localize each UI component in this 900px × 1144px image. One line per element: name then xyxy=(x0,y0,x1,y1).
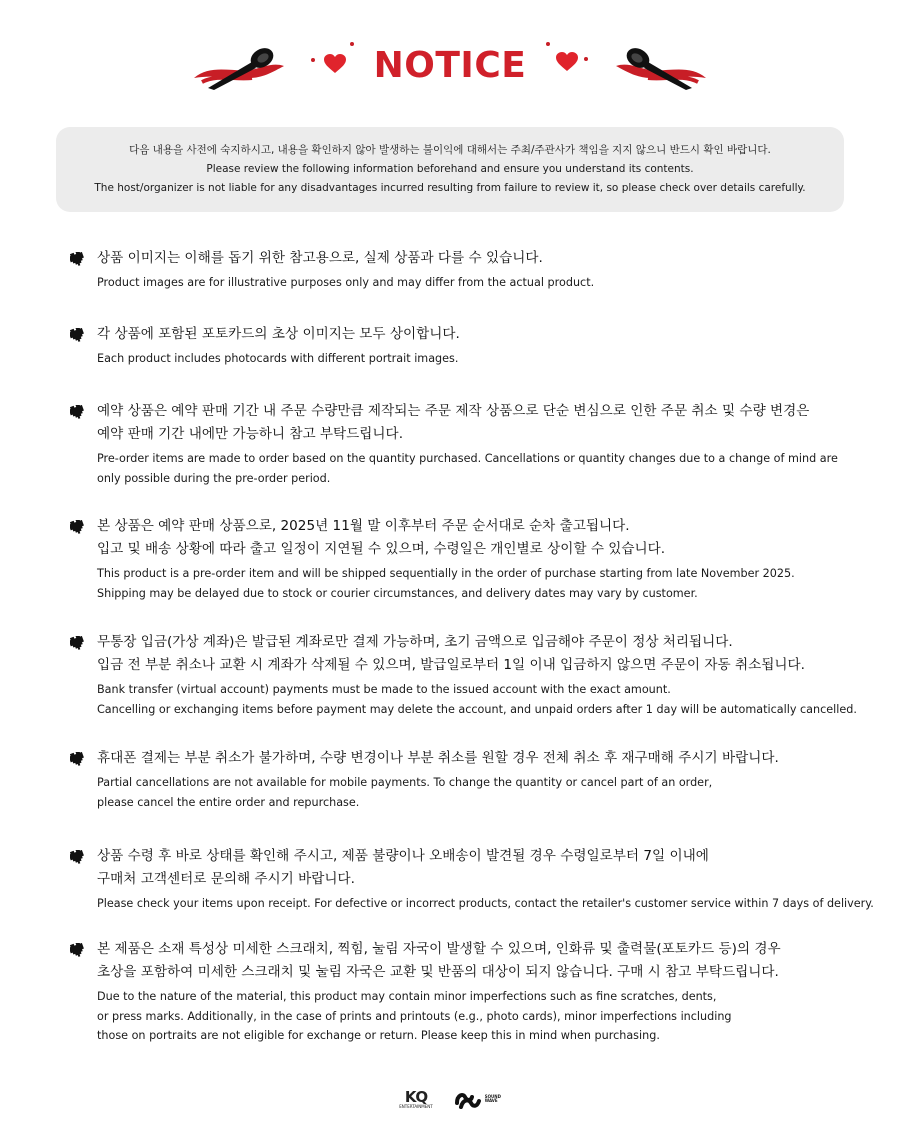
pixel-heart-bullet-icon xyxy=(70,405,84,419)
pixel-heart-bullet-icon xyxy=(70,752,84,766)
pixel-heart-bullet-icon xyxy=(70,328,84,342)
soundwave-logo-sub: SOUND WAVE xyxy=(484,1094,501,1103)
pixel-heart-bullet-icon xyxy=(70,943,84,957)
notice-en-line: only possible during the pre-order period. xyxy=(97,471,331,485)
pixel-heart-bullet-icon xyxy=(70,252,84,266)
notice-item xyxy=(70,247,860,293)
notice-item xyxy=(70,747,860,812)
notice-kr-line: 구매처 고객센터로 문의해 주시기 바랍니다. xyxy=(97,871,355,887)
intro-line-en-1: Please review the following information beforehand and ensure you understand its contents. xyxy=(206,163,694,175)
notice-item xyxy=(70,400,860,488)
sparkle-icon xyxy=(546,42,550,46)
heart-icon xyxy=(556,52,578,72)
notice-kr-line: 본 상품은 예약 판매 상품으로, 2025년 11월 말 이후부터 주문 순서대로 순차 출고됩니다. xyxy=(97,518,630,534)
notice-kr-line: 예약 상품은 예약 판매 기간 내 주문 수량만큼 제작되는 주문 제작 상품으로 단순 변심으로 인한 주문 취소 및 수량 변경은 xyxy=(97,403,810,419)
notice-en-line: or press marks. Additionally, in the case of prints and printouts (e.g., photo cards), minor imperfections including xyxy=(97,1009,732,1023)
notice-kr-line: 휴대폰 결제는 부분 취소가 불가하며, 수량 변경이나 부분 취소를 원할 경우 전체 취소 후 재구매해 주시기 바랍니다. xyxy=(97,750,779,766)
soundwave-logo-icon xyxy=(455,1089,483,1109)
notice-en-line: Shipping may be delayed due to stock or courier circumstances, and delivery dates may vary by customer. xyxy=(97,586,698,600)
notice-header xyxy=(0,0,900,110)
notice-en-line: This product is a pre-order item and will be shipped sequentially in the order of purchase starting from late November 2025. xyxy=(97,567,795,580)
notice-kr-line: 무통장 입금(가상 계좌)은 발급된 계좌로만 결제 가능하며, 초기 금액으로 입금해야 주문이 정상 처리됩니다. xyxy=(97,634,733,650)
notice-en-line: Each product includes photocards with different portrait images. xyxy=(97,352,459,365)
notice-item xyxy=(70,515,860,603)
notice-kr-line: 입고 및 배송 상황에 따라 출고 일정이 지연될 수 있으며, 수령일은 개인별로 상이할 수 있습니다. xyxy=(97,541,666,557)
trumpet-icon xyxy=(612,44,708,92)
footer-logos xyxy=(0,1086,900,1112)
sparkle-icon xyxy=(584,57,588,61)
pixel-heart-bullet-icon xyxy=(70,520,84,534)
intro-box xyxy=(56,127,844,212)
notice-en-line: Pre-order items are made to order based on the quantity purchased. Cancellations or quantity changes due to a change of mind are xyxy=(97,452,838,465)
notice-item xyxy=(70,323,860,369)
notice-en-line: those on portraits are not eligible for exchange or return. Please keep this in mind when purchasing. xyxy=(97,1029,660,1042)
notice-item xyxy=(70,938,860,1046)
notice-kr-line: 입금 전 부분 취소나 교환 시 계좌가 삭제될 수 있으며, 발급일로부터 1일 이내 입금하지 않으면 주문이 자동 취소됩니다. xyxy=(97,657,805,673)
notice-en-line: Cancelling or exchanging items before payment may delete the account, and unpaid orders after 1 day will be automatically cancelled. xyxy=(97,702,857,716)
intro-line-kr: 다음 내용을 사전에 숙지하시고, 내용을 확인하지 않아 발생하는 불이익에 대해서는 주최/주관사가 책임을 지지 않으니 반드시 확인 바랍니다. xyxy=(129,144,771,156)
kq-logo-text: KQ xyxy=(404,1087,428,1106)
kq-logo xyxy=(399,1087,433,1109)
notice-kr-line: 상품 수령 후 바로 상태를 확인해 주시고, 제품 불량이나 오배송이 발견될 경우 수령일로부터 7일 이내에 xyxy=(97,848,709,864)
notice-kr-line: 본 제품은 소재 특성상 미세한 스크래치, 찍힘, 눌림 자국이 발생할 수 있으며, 인화류 및 출력물(포토카드 등)의 경우 xyxy=(97,941,781,957)
intro-line-en-2: The host/organizer is not liable for any disadvantages incurred resulting from failure to review it, so please check over details carefully. xyxy=(94,182,806,194)
notice-kr-line: 예약 판매 기간 내에만 가능하니 참고 부탁드립니다. xyxy=(97,426,404,442)
notice-en-line: Product images are for illustrative purposes only and may differ from the actual product. xyxy=(97,276,595,289)
notice-en-line: Please check your items upon receipt. For defective or incorrect products, contact the retailer's customer service within 7 days of delivery. xyxy=(97,897,874,910)
soundwave-logo xyxy=(455,1089,501,1109)
kq-logo-sub: ENTERTAINMENT xyxy=(399,1103,433,1109)
notice-kr-line: 초상을 포함하여 미세한 스크래치 및 눌림 자국은 교환 및 반품의 대상이 되지 않습니다. 구매 시 참고 부탁드립니다. xyxy=(97,964,779,980)
notice-en-line: Partial cancellations are not available for mobile payments. To change the quantity or cancel part of an order, xyxy=(97,776,713,789)
notice-en-line: Bank transfer (virtual account) payments must be made to the issued account with the exact amount. xyxy=(97,683,671,696)
notice-kr-line: 상품 이미지는 이해를 돕기 위한 참고용으로, 실제 상품과 다를 수 있습니다. xyxy=(97,250,543,266)
notice-kr-line: 각 상품에 포함된 포토카드의 초상 이미지는 모두 상이합니다. xyxy=(97,326,460,342)
page-title: NOTICE xyxy=(373,45,527,86)
notice-en-line: Due to the nature of the material, this product may contain minor imperfections such as fine scratches, dents, xyxy=(97,990,717,1003)
notice-item xyxy=(70,631,860,719)
notice-item xyxy=(70,845,874,914)
notice-en-line: please cancel the entire order and repurchase. xyxy=(97,795,360,809)
pixel-heart-bullet-icon xyxy=(70,636,84,650)
pixel-heart-bullet-icon xyxy=(70,850,84,864)
